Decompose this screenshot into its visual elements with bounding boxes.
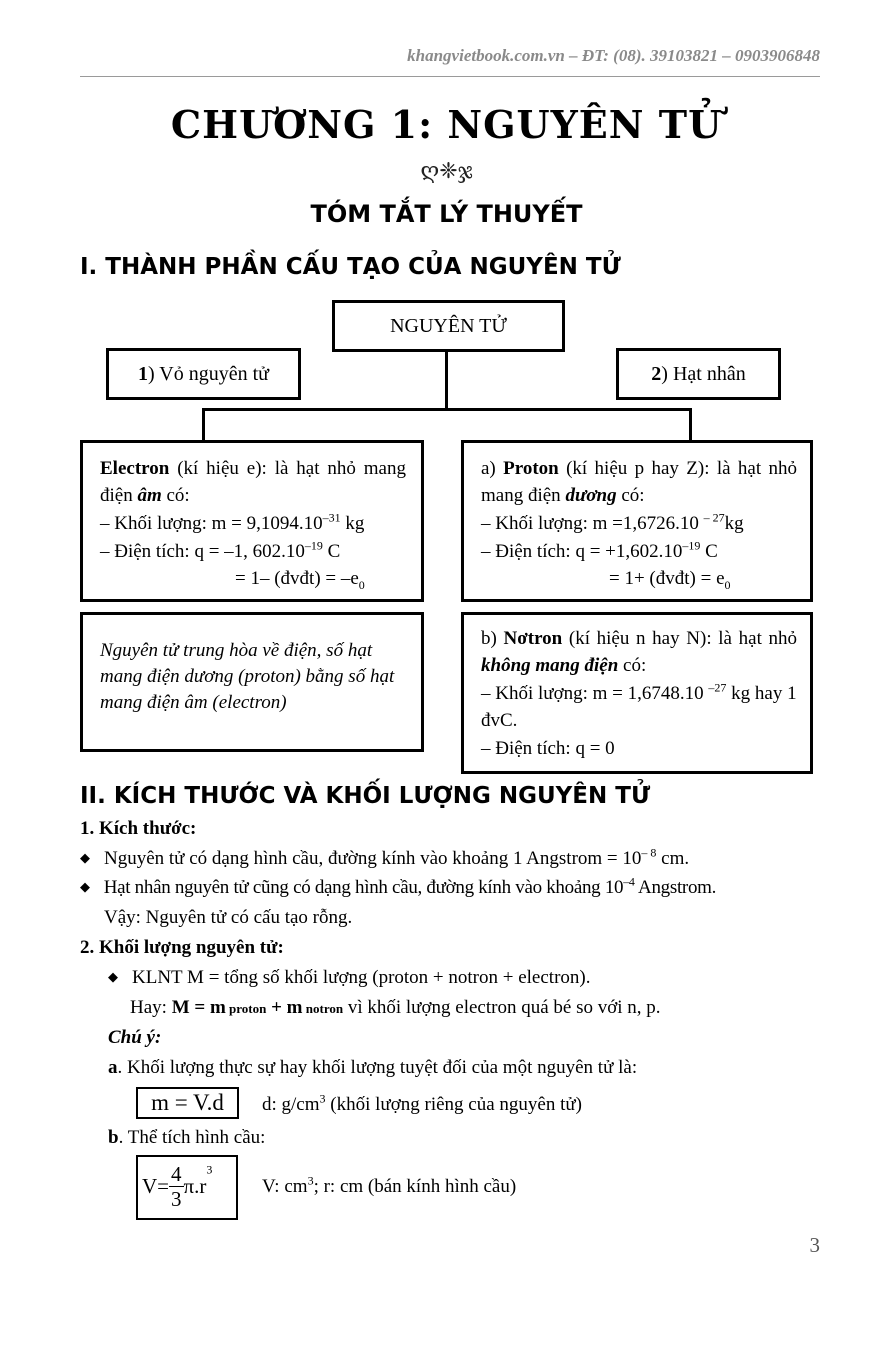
proton-mass: – Khối lượng: m =1,6726.10 $^{- 27}$kg xyxy=(481,510,744,534)
volume-fraction: $\frac{4}{3}$ xyxy=(171,1162,182,1211)
ornament-icon: ღ❈ჯ xyxy=(420,158,473,183)
mass-formula-box xyxy=(136,1087,239,1119)
mass-formula: m = V.d xyxy=(151,1090,224,1115)
page-number: 3 xyxy=(809,1233,820,1257)
note-a: a. Khối lượng thực sự hay khối lượng tuyệt đối của một nguyên tử là: xyxy=(108,1057,638,1078)
klnt-bullet: ◆ KLNT M = tổng số khối lượng (proton + notron + electron). xyxy=(108,967,591,988)
shell-box xyxy=(106,348,301,400)
root-label: NGUYÊN TỬ xyxy=(390,315,507,337)
subtitle: TÓM TẮT LÝ THUYẾT xyxy=(310,200,583,228)
shell-label: 1) Vỏ nguyên tử xyxy=(137,363,269,385)
electron-charge: – Điện tích: q = –1, $602.10^{-19}$ C xyxy=(100,538,341,562)
size-bullet-2: ◆ Hạt nhân nguyên tử cũng có dạng hình cầu, đường kính vào khoảng $10^{-4}$ Angstrom. xyxy=(80,874,717,898)
volume-formula: V= $\frac{4}{3}$ $\pi.r^3$ xyxy=(142,1162,213,1211)
proton-description: a) Proton (kí hiệu p hay Z): là hạt nhỏ mang điện dương có: xyxy=(481,458,797,506)
neutron-charge: – Điện tích: q = 0 xyxy=(481,738,615,759)
diamond-bullet-icon: ◆ xyxy=(80,879,90,894)
chapter-title: CHƯƠNG 1: NGUYÊN TỬ xyxy=(170,102,723,147)
note-b: b. Thể tích hình cầu: xyxy=(108,1127,266,1148)
section2-heading: II. KÍCH THƯỚC VÀ KHỐI LƯỢNG NGUYÊN TỬ xyxy=(80,783,651,809)
mass-formula-line: Hay: M = m proton + m notron vì khối lượng electron quá bé so với n, p. xyxy=(130,997,661,1018)
volume-formula-box xyxy=(136,1155,238,1220)
electron-mass: – Khối lượng: $m = 9,1094.10^{-31}$ kg xyxy=(100,510,365,534)
neutron-description: b) Nơtron (kí hiệu n hay N): là hạt nhỏ không mang điện có: xyxy=(481,628,798,676)
proton-charge: – Điện tích: $q = +1,602.10^{-19}$ C xyxy=(481,538,718,562)
electron-charge-equivalent: = 1– (đvđt) = $-e_0$ xyxy=(235,568,365,592)
proton-box xyxy=(461,440,813,602)
neutron-box xyxy=(461,612,813,774)
volume-formula-description: V: $cm^3$; r: cm (bán kính hình cầu) xyxy=(262,1173,517,1197)
root-box xyxy=(332,300,565,352)
tree-left-drop xyxy=(202,408,205,442)
proton-charge-equivalent: = 1+ (đvđt) = $e_0$ xyxy=(609,568,731,592)
neutrality-note: Nguyên tử trung hòa về điện, số hạt mang điện dương (proton) bằng số hạt mang điện âm (electron) xyxy=(100,640,395,713)
size-bullet-1: ◆ Nguyên tử có dạng hình cầu, đường kính vào khoảng 1 Angstrom = $10^{- 8}$ cm. xyxy=(80,845,690,869)
size-heading: 1. Kích thước: xyxy=(80,818,197,839)
mass-heading: 2. Khối lượng nguyên tử: xyxy=(80,937,284,958)
tree-stem xyxy=(445,352,448,410)
electron-description: Electron (kí hiệu e): là hạt nhỏ mang điện âm có: xyxy=(100,458,406,506)
size-conclusion: Vậy: Nguyên tử có cấu tạo rỗng. xyxy=(104,907,353,928)
tree-crossbar xyxy=(202,408,692,411)
nucleus-label: 2) Hạt nhân xyxy=(651,363,746,385)
neutrality-note-box xyxy=(80,612,424,752)
section1-heading: I. THÀNH PHẦN CẤU TẠO CỦA NGUYÊN TỬ xyxy=(80,254,621,280)
neutron-mass: – Khối lượng: m = 1,6748.10 $^{-27}$ kg hay 1 đvC. xyxy=(481,680,797,731)
header-site-text: khangvietbook.com.vn – ĐT: (08). 39103821 – 0903906848 xyxy=(407,46,820,65)
electron-box xyxy=(80,440,424,602)
mass-formula-description: d: $g/cm^3$ (khối lượng riêng của nguyên tử) xyxy=(262,1091,583,1115)
nucleus-box xyxy=(616,348,781,400)
tree-right-drop xyxy=(689,408,692,442)
header-divider xyxy=(80,76,820,77)
diamond-bullet-icon: ◆ xyxy=(80,850,90,865)
diamond-bullet-icon: ◆ xyxy=(108,969,118,984)
note-label: Chú ý: xyxy=(108,1027,162,1048)
